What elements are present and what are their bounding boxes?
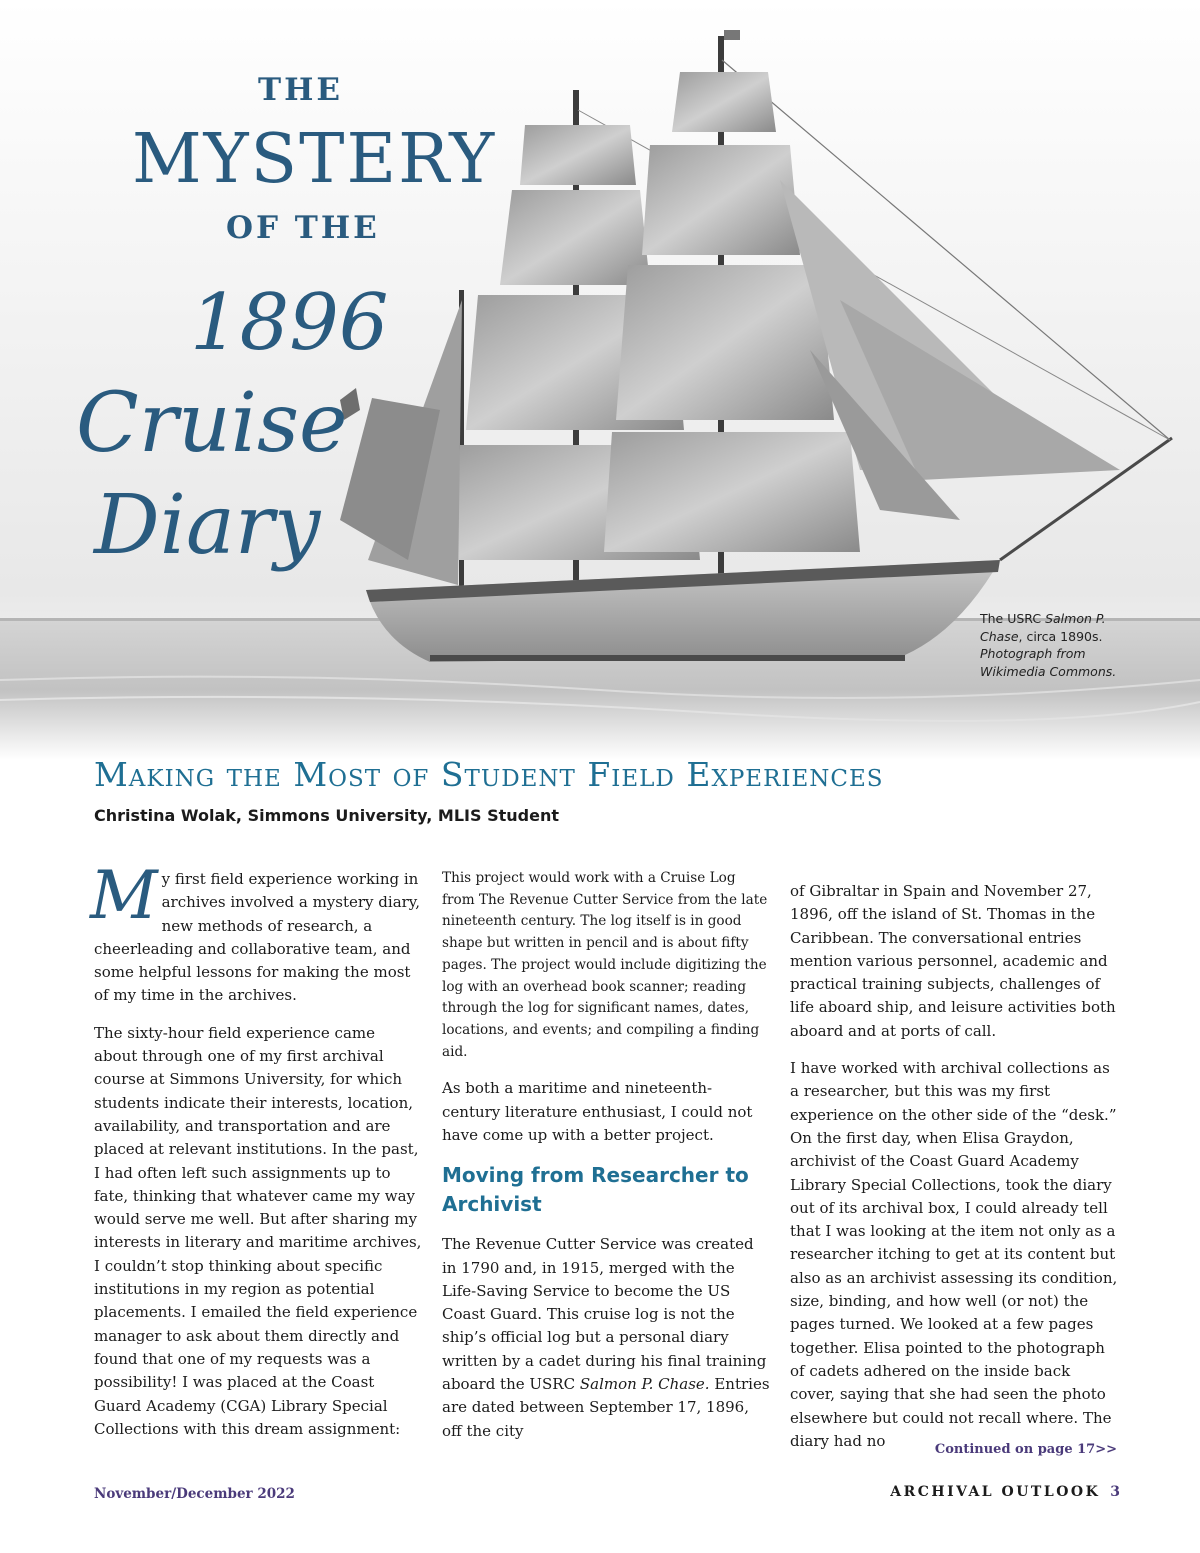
article-column-3	[790, 880, 1120, 1467]
hero-banner	[0, 0, 1200, 760]
paragraph	[442, 1233, 770, 1443]
footer-issue-date: November/December 2022	[94, 1486, 295, 1502]
photo-caption	[980, 610, 1140, 680]
paragraph	[90, 857, 422, 1008]
continued-link[interactable]: Continued on page 17>>	[934, 1442, 1117, 1457]
caption-credit: Photograph from	[980, 646, 1086, 661]
paragraph-text: Entries are dated between September 17, 1896, off the city	[442, 1375, 770, 1440]
caption-text: The USRC	[980, 611, 1046, 626]
paragraph-text: y first field experience working in archives involved a mystery diary, new methods of research, a cheerleading and collaborative team, and some helpful lessons for making the most of my time in the archives.	[94, 870, 421, 1005]
paragraph-text: The Revenue Cutter Service was created in 1790 and, in 1915, merged with the Life-Saving Service to become the US Coast Guard. This cruise log is not the ship’s official log but a personal diary written by a cadet during his final training aboard the USRC	[442, 1235, 767, 1393]
title-of-the: OF THE	[226, 210, 380, 246]
section-subheading: Moving from Researcher to Archivist	[442, 1163, 749, 1217]
paragraph: As both a maritime and nineteenth-century literature enthusiast, I could not have come up with a better project.	[442, 1079, 753, 1144]
caption-date: , circa 1890s.	[1018, 628, 1103, 644]
drop-cap: M	[90, 857, 158, 934]
title-year: 1896	[190, 278, 389, 368]
block-quote: This project would work with a Cruise Log from The Revenue Cutter Service from the late nineteenth century. The log itself is in good shape but written in pencil and is about fifty pages. The project would include digitizing the log with an overhead book scanner; reading through the log for significant names, dates, locations, and events; and compiling a finding aid.	[442, 870, 768, 1060]
article-column-2	[442, 868, 770, 1457]
article-column-1	[90, 857, 422, 1455]
article-headline: Making the Most of Student Field Experiences	[94, 755, 884, 794]
title-cruise: Cruise	[76, 376, 348, 471]
footer-publication	[890, 1484, 1120, 1500]
publication-name: ARCHIVAL OUTLOOK	[890, 1484, 1101, 1500]
title-the: THE	[258, 72, 343, 108]
title-mystery: MYSTERY	[132, 120, 497, 199]
caption-credit-source: Wikimedia Commons.	[980, 663, 1117, 679]
caption-ship-name: Salmon P.	[1045, 611, 1106, 626]
paragraph: of Gibraltar in Spain and November 27, 1896, off the island of St. Thomas in the Caribbean. The conversational entries mention various personnel, academic and practical training subjects, challenges of life aboard ship, and leisure activities both aboard and at ports of call.	[790, 882, 1116, 1040]
paragraph: The sixty-hour field experience came about through one of my first archival course at Simmons University, for which students indicate their interests, location, availability, and transportation and are placed at relevant institutions. In the past, I had often left such assignments up to fate, thinking that whatever came my way would serve me well. But after sharing my interests in literary and maritime archives, I couldn’t stop thinking about specific institutions in my region as potential placements. I emailed the field experience manager to ask about them directly and found that one of my requests was a possibility! I was placed at the Coast Guard Academy (CGA) Library Special Collections with this dream assignment:	[94, 1023, 422, 1438]
page-number: 3	[1110, 1484, 1120, 1500]
title-diary: Diary	[94, 478, 321, 573]
paragraph: I have worked with archival collections as a researcher, but this was my first experience on the other side of the “desk.” On the first day, when Elisa Graydon, archivist of the Coast Guard Academy Library Special Collections, took the diary out of its archival box, I could already tell that I was looking at the item not only as a researcher itching to get at its content but also as an archivist assessing its condition, size, binding, and how well (or not) the pages turned. We looked at a few pages together. Elisa pointed to the photograph of cadets adhered on the inside back cover, saying that she had seen the photo elsewhere but could not recall where. The diary had no	[790, 1059, 1118, 1450]
article-byline: Christina Wolak, Simmons University, MLIS Student	[94, 806, 559, 825]
caption-ship-name-2: Chase	[980, 628, 1019, 644]
ship-name: Salmon P. Chase.	[579, 1375, 710, 1393]
